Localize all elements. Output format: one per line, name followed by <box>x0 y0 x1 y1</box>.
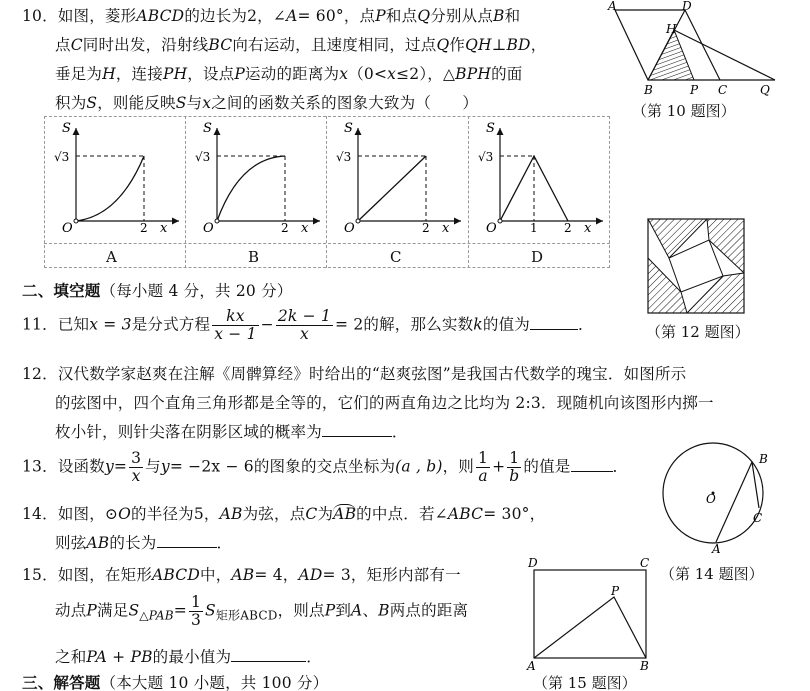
math: BC <box>208 36 233 54</box>
text: 的面 <box>491 65 523 83</box>
option-d-label[interactable]: D <box>531 248 544 266</box>
text: 两点的距离 <box>389 601 469 620</box>
text: 分别从点 <box>430 7 494 25</box>
text: ，则 <box>442 457 475 476</box>
label-H: H <box>666 22 677 36</box>
section-2-title: 二、填空题 <box>22 282 101 300</box>
denominator: b <box>509 467 520 485</box>
tick-2: 2 <box>422 221 430 235</box>
denominator: x <box>299 325 309 343</box>
q10-rhombus-figure <box>600 0 795 100</box>
label-D: D <box>682 0 692 13</box>
math: S <box>86 94 98 112</box>
fraction <box>476 450 490 485</box>
tick-sqrt3: √3 <box>54 150 70 164</box>
tick-2: 2 <box>281 221 289 235</box>
math: A <box>286 7 298 25</box>
math: k <box>473 315 483 334</box>
denominator: x <box>131 467 141 485</box>
option-b-label[interactable]: B <box>248 248 260 266</box>
math: P <box>234 65 246 83</box>
tick-1: 1 <box>530 221 538 235</box>
text: 和 <box>504 7 521 25</box>
origin: O <box>486 221 497 236</box>
math: y <box>160 457 170 476</box>
option-d-graph <box>478 121 603 236</box>
text: 为 <box>317 505 334 523</box>
q14-figure-caption: （第 14 题图） <box>660 565 764 583</box>
label-B: B <box>640 659 649 673</box>
operator: + <box>492 457 506 476</box>
text: 之和 <box>55 648 87 666</box>
denominator: 3 <box>190 611 202 629</box>
q10-line-2 <box>55 33 546 55</box>
math: O <box>118 505 132 523</box>
text: 中， <box>200 566 232 584</box>
numerator: 1 <box>478 449 489 467</box>
label-C: C <box>718 83 728 97</box>
math: P <box>86 601 98 620</box>
section-3-heading <box>22 671 328 691</box>
text: 动点 <box>55 601 87 620</box>
tick-sqrt3: √3 <box>195 150 211 164</box>
q12-number: 12． <box>22 365 58 383</box>
text: 如图，菱形 <box>57 7 137 25</box>
label-D: D <box>528 556 538 570</box>
text: 的半径为5， <box>131 505 220 523</box>
subscript: 矩形ABCD <box>215 608 278 623</box>
text: ． <box>216 534 233 552</box>
math: B <box>493 7 505 25</box>
text: ，连接 <box>115 65 163 83</box>
q15-line-3 <box>55 645 322 667</box>
math: Q <box>436 36 450 54</box>
math: ABCD <box>136 7 185 25</box>
fraction <box>212 308 258 343</box>
text: 则弦 <box>55 534 87 552</box>
origin: O <box>203 221 214 236</box>
label-A: A <box>608 0 617 13</box>
text: = 60°，点 <box>297 7 376 25</box>
text: 之间的函数关系的图象大致为（ ） <box>211 94 479 112</box>
numerator: 2k − 1 <box>277 307 332 325</box>
option-a-label[interactable]: A <box>106 248 117 266</box>
q12-line-3 <box>55 420 408 442</box>
section-3-note: （本大题 10 小题，共 100 分） <box>100 674 329 691</box>
tick-2: 2 <box>140 221 148 235</box>
axis-x: x <box>584 221 592 236</box>
numerator: 3 <box>131 449 142 467</box>
operator: = <box>113 457 128 476</box>
option-b-graph <box>195 121 320 236</box>
fraction <box>189 594 203 629</box>
numerator: kx <box>212 308 258 326</box>
math: ABC <box>447 505 484 523</box>
fraction <box>276 308 333 343</box>
label-P: P <box>611 584 620 598</box>
q10-line-3 <box>55 62 522 84</box>
text: ，设点 <box>187 65 235 83</box>
text: 的最小值为 <box>152 648 232 666</box>
math: y <box>104 457 114 476</box>
math: Q <box>417 7 431 25</box>
label-Q: Q <box>760 83 770 97</box>
q13 <box>22 450 628 485</box>
math: PA + PB <box>86 648 153 666</box>
q15-rectangle-figure <box>522 553 662 673</box>
numerator: 1 <box>190 593 202 611</box>
q14-number: 14． <box>22 505 58 523</box>
text: = 4， <box>254 566 299 584</box>
text: ， <box>530 36 547 54</box>
q11-number: 11． <box>22 315 58 334</box>
tick-sqrt3: √3 <box>336 150 352 164</box>
math: x <box>387 65 397 83</box>
q15-line-2 <box>55 594 468 629</box>
text: 点 <box>55 36 71 54</box>
q12-zhao-shuang-figure <box>647 218 745 314</box>
text: 垂足为 <box>55 65 103 83</box>
label-O: O <box>706 492 716 506</box>
tick-2: 2 <box>564 221 572 235</box>
q14-line-1 <box>22 502 545 524</box>
section-3-title: 三、解答题 <box>22 674 101 691</box>
q10-line-1 <box>22 4 520 26</box>
text: 运动的距离为 <box>245 65 340 83</box>
math: PH <box>162 65 188 83</box>
text: 是分式方程 <box>131 315 211 334</box>
text: 的图象的交点坐标为 <box>253 457 396 476</box>
option-a-graph <box>54 121 179 236</box>
math: AB <box>219 505 243 523</box>
q14-line-2 <box>55 531 232 553</box>
operator: − <box>260 315 274 334</box>
text: 如图，在矩形 <box>57 566 153 584</box>
axis-x: x <box>301 221 309 236</box>
text: 的长为 <box>109 534 157 552</box>
q12-line-2: 的弦图中，四个直角三角形都是全等的，它们的两直角边之比均为 2:3．现随机向该图形内掷一 <box>55 394 714 412</box>
math: AB <box>231 566 255 584</box>
text: ． <box>578 315 594 334</box>
label-C: C <box>640 556 650 570</box>
math: C <box>305 505 318 523</box>
origin: O <box>62 221 73 236</box>
text: 枚小针，则针尖落在阴影区域的概率为 <box>55 423 322 441</box>
label-B: B <box>759 452 768 466</box>
axis-s: S <box>203 121 212 136</box>
option-c-graph <box>336 121 461 236</box>
text: = 3，矩形内部有一 <box>322 566 461 584</box>
q13-number: 13． <box>22 457 58 476</box>
math: S <box>205 601 216 620</box>
text: 为弦，点 <box>242 505 306 523</box>
text: 同时出发，沿射线 <box>82 36 209 54</box>
q11-answer-blank[interactable] <box>530 316 578 330</box>
q12-answer-blank[interactable] <box>322 423 392 437</box>
q15-line-1 <box>22 563 461 585</box>
origin: O <box>344 221 355 236</box>
axis-s: S <box>486 121 495 136</box>
text: ≤2），△ <box>396 65 456 83</box>
text: 的值为 <box>482 315 530 334</box>
q13-answer-blank[interactable] <box>571 458 613 472</box>
math: ABCD <box>152 566 200 584</box>
label-A: A <box>527 659 536 673</box>
denominator: x − 1 <box>214 325 257 343</box>
math: H <box>102 65 116 83</box>
math: S <box>175 94 187 112</box>
q15-figure-caption: （第 15 题图） <box>533 674 637 691</box>
section-2-note: （每小题 4 分，共 20 分） <box>100 282 293 300</box>
q12-figure-caption: （第 12 题图） <box>646 323 750 341</box>
text: 满足 <box>97 601 129 620</box>
text: ⊥ <box>491 36 507 54</box>
text: 的值是 <box>523 457 571 476</box>
text: ． <box>612 457 629 476</box>
text: 作 <box>449 36 466 54</box>
label-P: P <box>690 83 699 97</box>
label-C: C <box>753 511 763 525</box>
arc-ab: AB <box>333 505 357 523</box>
q14-circle-figure <box>655 440 775 555</box>
text: 到 <box>335 601 352 620</box>
math: x <box>202 94 212 112</box>
text: 如图，⊙ <box>57 505 119 523</box>
q10-option-graphs <box>44 116 610 268</box>
q10-number: 10． <box>22 7 58 25</box>
text: ，则点 <box>277 601 325 620</box>
math: AD <box>298 566 323 584</box>
math: x <box>339 65 349 83</box>
math: C <box>70 36 83 54</box>
axis-s: S <box>62 121 71 136</box>
math: BPH <box>455 65 492 83</box>
math: S <box>128 601 140 620</box>
text: ，则能反映 <box>97 94 176 112</box>
text: 与 <box>186 94 203 112</box>
fraction <box>129 450 143 485</box>
q15-number: 15． <box>22 566 58 584</box>
tick-sqrt3: √3 <box>478 150 494 164</box>
math: P <box>324 601 336 620</box>
axis-s: S <box>344 121 353 136</box>
math: x = 3 <box>89 315 132 334</box>
text: ． <box>391 423 408 441</box>
label-A: A <box>712 542 721 555</box>
text: 的中点．若∠ <box>356 505 448 523</box>
numerator: 1 <box>507 450 521 468</box>
text: 设函数 <box>57 457 105 476</box>
denominator: a <box>478 467 488 485</box>
operator: = <box>173 601 187 620</box>
q10-figure-caption: （第 10 题图） <box>632 102 736 120</box>
q10-line-4 <box>55 91 478 113</box>
text: 向右运动，且速度相同，过点 <box>232 36 437 54</box>
option-c-label[interactable]: C <box>390 248 402 266</box>
text: 与 <box>145 457 161 476</box>
q12-line-1 <box>22 362 686 384</box>
math: AB <box>86 534 110 552</box>
math: P <box>375 7 386 25</box>
text: （0< <box>348 65 388 83</box>
q14-answer-blank[interactable] <box>157 534 217 548</box>
math: (a , b) <box>395 457 443 476</box>
math: A <box>351 601 363 620</box>
axis-x: x <box>442 221 450 236</box>
text: 积为 <box>55 94 87 112</box>
text: 的边长为2，∠ <box>184 7 287 25</box>
math: B <box>378 601 390 620</box>
q11 <box>22 308 594 343</box>
label-B: B <box>644 83 653 97</box>
text: 汉代数学家赵爽在注解《周髀算经》时给出的“赵爽弦图”是我国古代数学的瑰宝．如图所示 <box>57 365 687 383</box>
math: = −2x − 6 <box>169 457 254 476</box>
math: BD <box>506 36 531 54</box>
text: = 30°， <box>483 505 546 523</box>
text: 、 <box>362 601 379 620</box>
text: = 2的解，那么实数 <box>335 315 474 334</box>
fraction <box>507 450 521 485</box>
subscript: △PAB <box>139 608 174 623</box>
text: 和点 <box>385 7 418 25</box>
q15-answer-blank[interactable] <box>231 648 306 662</box>
section-2-heading <box>22 279 293 301</box>
math: QH <box>465 36 492 54</box>
text: 已知 <box>57 315 90 334</box>
axis-x: x <box>160 221 168 236</box>
text: ． <box>306 648 322 666</box>
